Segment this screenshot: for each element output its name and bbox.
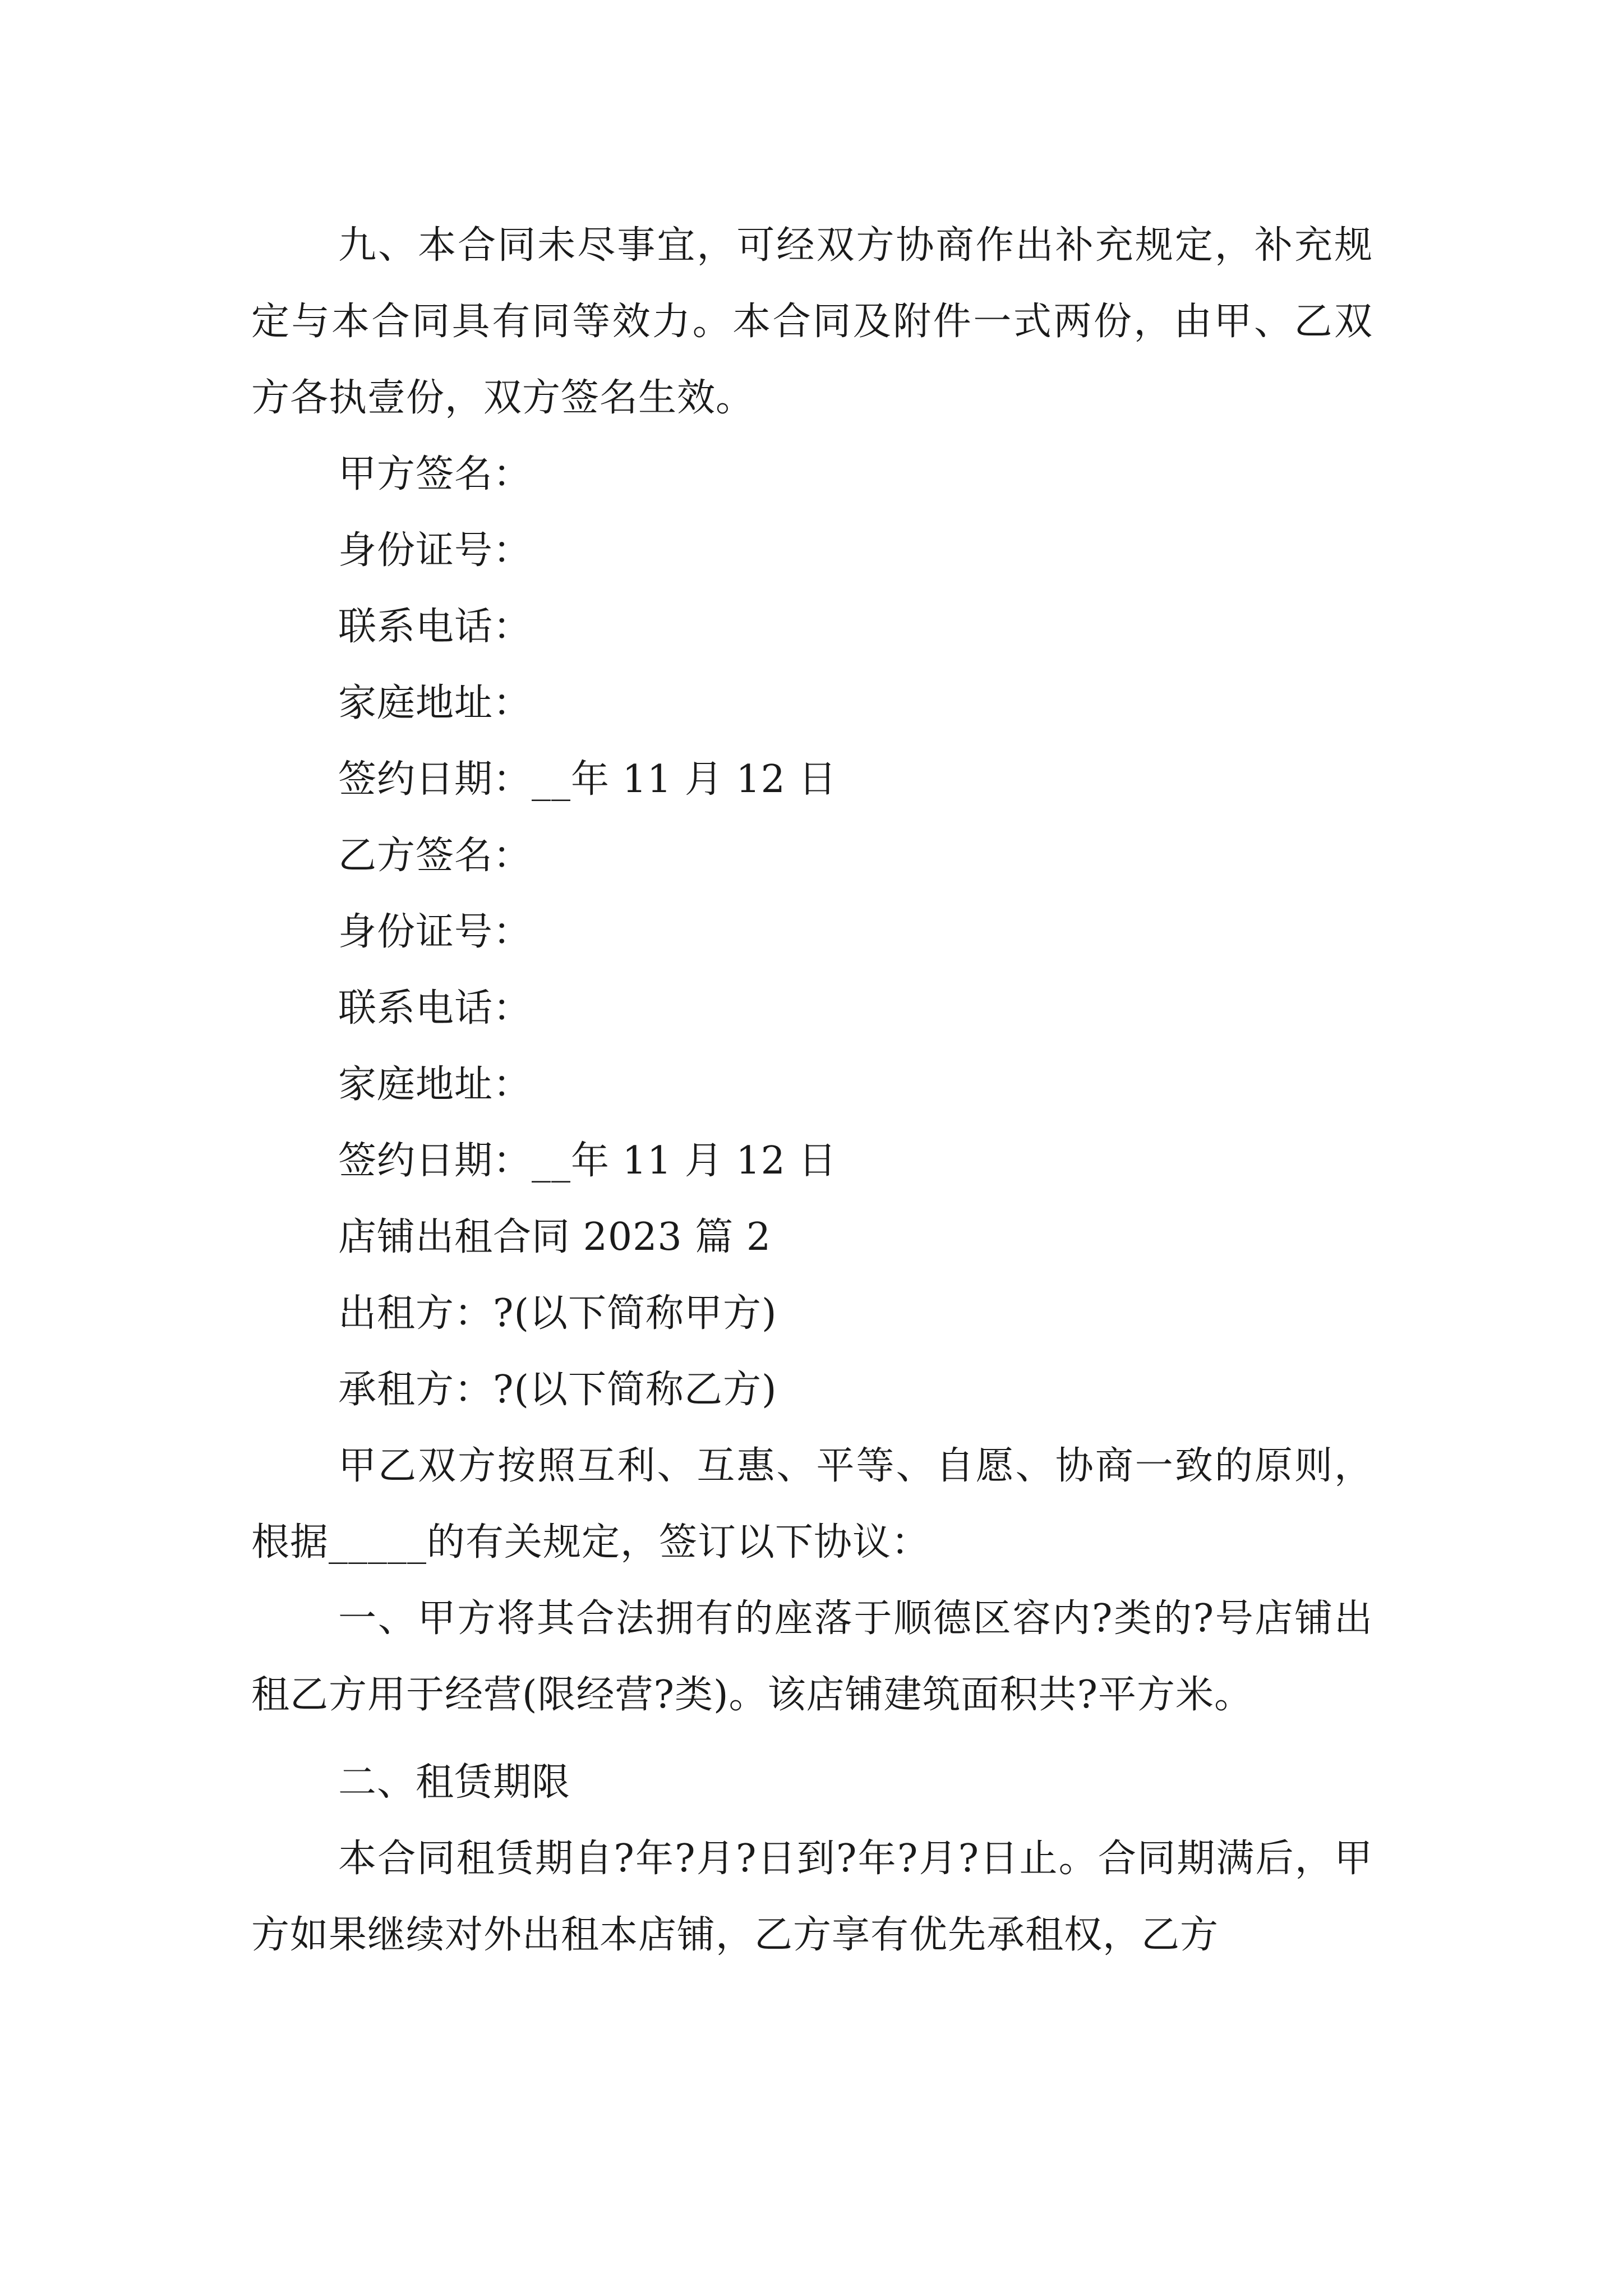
party-a-address-line: 家庭地址： (338, 681, 532, 725)
party-b-sign-date-line: 签约日期：__年 11 月 12 日 (338, 1139, 837, 1183)
lessor-line: 出租方：?(以下简称甲方) (338, 1291, 777, 1336)
clause-2-heading: 二、租赁期限 (338, 1760, 571, 1805)
lessee-line: 承租方：?(以下简称乙方) (338, 1368, 777, 1412)
party-a-id-number-line: 身份证号： (338, 528, 532, 573)
section-title: 店铺出租合同 2023 篇 2 (338, 1215, 772, 1259)
clause-1-paragraph: 一、甲方将其合法拥有的座落于顺德区容内?类的?号店铺出租乙方用于经营(限经营?类)。该店铺建筑面积共?平方米。 (251, 1596, 1373, 1717)
party-b-id-number-line: 身份证号： (338, 910, 532, 954)
clause-9-paragraph: 九、本合同未尽事宜，可经双方协商作出补充规定，补充规定与本合同具有同等效力。本合同及附件一式两份，由甲、乙双方各执壹份，双方签名生效。 (251, 223, 1373, 420)
party-b-phone-line: 联系电话： (338, 986, 532, 1030)
party-b-address-line: 家庭地址： (338, 1062, 532, 1107)
intro-paragraph: 甲乙双方按照互利、互惠、平等、自愿、协商一致的原则，根据_____的有关规定，签订以下协议： (251, 1444, 1373, 1565)
party-a-signature-line: 甲方签名： (338, 452, 532, 496)
party-b-signature-line: 乙方签名： (338, 834, 532, 878)
party-a-phone-line: 联系电话： (338, 605, 532, 649)
clause-2-paragraph: 本合同租赁期自?年?月?日到?年?月?日止。合同期满后，甲方如果继续对外出租本店铺，乙方享有优先承租权，乙方 (251, 1837, 1373, 1957)
document-body (251, 208, 1373, 1973)
party-a-sign-date-line: 签约日期：__年 11 月 12 日 (338, 757, 837, 802)
